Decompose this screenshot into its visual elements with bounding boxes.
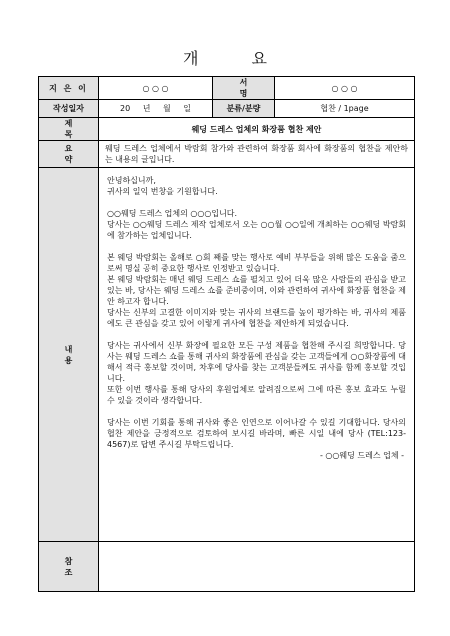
summary-value[interactable]: 웨딩 드레스 업체에서 박람회 참가와 관련하여 화장품 회사에 화장품의 협찬을 제안하는 내용의 글입니다. [99, 141, 415, 168]
author-row [39, 77, 415, 100]
page-title: 개 요 [183, 49, 291, 68]
content-paragraph: 본 웨딩 박람회는 올해로 ○회 째를 맞는 행사로 예비 부부들을 위해 많은 도움을 줌으로써 명실 공히 중요한 행사로 인정받고 있습니다. [107, 253, 406, 273]
content-body[interactable] [99, 168, 415, 542]
reference-row [39, 542, 415, 592]
signature-label: 서 명 [213, 77, 275, 100]
paragraph-gap [107, 329, 406, 340]
content-paragraph: 당사는 귀사에서 신부 화장에 필요한 모든 구성 제품을 협찬해 주시길 희망합니다. 당사는 웨딩 드레스 쇼를 통해 귀사의 화장품에 관심을 갖는 고객들에게 ○○화장품에 대해서 적극 홍보할 것이며, 차후에 당사를 찾는 고객분들께도 귀사를 함께 홍보할 것입니다. [107, 341, 406, 383]
subject-row [39, 118, 415, 141]
subject-value[interactable]: 웨딩 드레스 업체의 화장품 협찬 제안 [99, 118, 415, 141]
summary-row [39, 141, 415, 168]
content-paragraph: 귀사의 일익 번창을 기원합니다. [107, 187, 218, 196]
category-value[interactable]: 협찬 / 1page [275, 100, 415, 118]
date-row [39, 100, 415, 118]
content-paragraph: 또한 이번 행사를 통해 당사의 후원업체로 알려짐으로써 그에 따른 홍보 효과도 누릴 수 있을 것이라 생각합니다. [107, 385, 406, 405]
reference-value[interactable] [99, 542, 415, 592]
author-label: 지 은 이 [39, 77, 99, 100]
paragraph-gap [107, 406, 406, 417]
author-value[interactable]: ○ ○ ○ [99, 77, 213, 100]
content-row [39, 168, 415, 542]
content-paragraph: 본 웨딩 박람회는 매년 웨딩 드레스 쇼를 펼치고 있어 더욱 많은 사람들의 관심을 받고 있는 바, 당사는 웨딩 드레스 쇼를 준비중이며, 이와 관련하여 귀사에 화장품 협찬을 제안 하고자 합니다. [107, 275, 406, 306]
signature-value[interactable]: ○ ○ ○ [275, 77, 415, 100]
paragraph-gap [107, 241, 406, 252]
date-value[interactable]: 20 년 월 일 [99, 100, 213, 118]
paragraph-gap [107, 197, 406, 208]
date-label: 작성일자 [39, 100, 99, 118]
content-paragraph: 당사는 ○○웨딩 드레스 제작 업체로서 오는 ○○월 ○○일에 개최하는 ○○웨딩 박람회에 참가하는 업체입니다. [107, 220, 406, 240]
subject-label: 제 목 [39, 118, 99, 141]
content-paragraph: 안녕하십니까, [107, 176, 156, 185]
content-paragraph: ○○웨딩 드레스 업체의 ○○○입니다. [107, 209, 238, 218]
category-label: 분류/분량 [213, 100, 275, 118]
content-paragraphs [107, 175, 406, 450]
content-label: 내 용 [39, 168, 99, 542]
overview-form [38, 76, 415, 592]
summary-label: 요 약 [39, 141, 99, 168]
content-paragraph: 당사는 신부의 고결한 이미지와 맞는 귀사의 브랜드를 높이 평가하는 바, 귀사의 제품에도 큰 관심을 갖고 있어 이렇게 귀사에 협찬을 제안하게 되었습니다. [107, 308, 406, 328]
sender-signature: - ○○웨딩 드레스 업체 - [319, 451, 404, 460]
reference-label: 참 조 [39, 542, 99, 592]
content-paragraph: 당사는 이번 기회를 통해 귀사와 좋은 인연으로 이어나갈 수 있길 기대합니다. 당사의 협찬 제안을 긍정적으로 검토하여 보시길 바라며, 빠른 시일 내에 당사 (TEL:123-4567)로 답변 주시길 부탁드립니다. [107, 418, 406, 449]
